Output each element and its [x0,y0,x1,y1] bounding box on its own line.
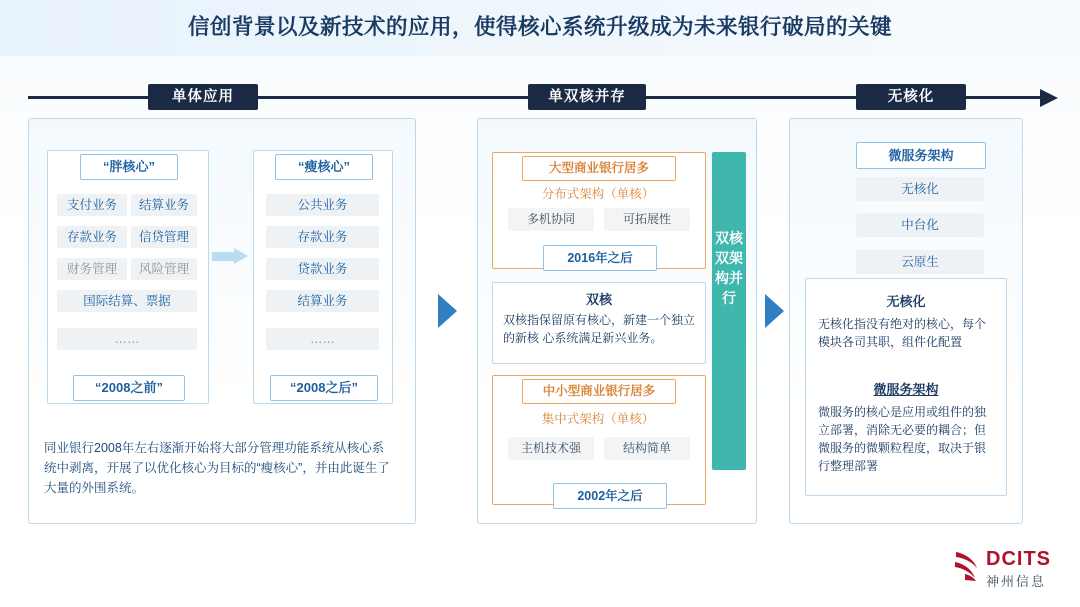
fat-core-item: 信贷管理 [131,226,197,248]
stage2-vertical-bar-label: 双核双架构并行 [715,230,743,306]
stage2-top-caption: 大型商业银行居多 [522,156,676,181]
stage2-top-subtitle: 分布式架构（单核） [541,187,655,201]
company-logo [952,548,1062,592]
thin-core-item: 公共业务 [266,194,379,216]
thin-core-caption: “瘦核心” [275,154,373,180]
fat-core-item: 风险管理 [131,258,197,280]
stage3-box-body-1: 无核化指没有绝对的核心，每个模块各司其职，组件化配置 [818,317,987,349]
chevron-icon-1 [438,294,457,328]
stage2-mid-body: 双核指保留原有核心，新建一个独立的新核 心系统满足新兴业务。 [503,313,696,345]
transition-arrow-icon [212,248,248,264]
stage1-note: 同业银行2008年左右逐渐开始将大部分管理功能系统从核心系统中剥离，开展了以优化核心为目标的“瘦核心”，并由此诞生了大量的外围系统。 [44,441,390,495]
stage3-box-title-1: 无核化 [886,294,926,309]
stage2-top-pill: 可拓展性 [604,208,690,231]
stage3-pill: 无核化 [856,177,984,201]
stage2-bottom-year: 2002年之后 [553,483,667,509]
fat-core-item: 支付业务 [57,194,127,216]
stage3-caption: 微服务架构 [856,142,986,169]
stage2-mid-box [492,282,706,364]
thin-core-item: 结算业务 [266,290,379,312]
fat-core-caption: “胖核心” [80,154,178,180]
fat-core-item: 国际结算、票据 [57,290,197,312]
logo-brand: DCITS [986,548,1051,570]
fat-core-item: 财务管理 [57,258,127,280]
stage2-vertical-bar [712,152,746,470]
timeline-arrow-head [1040,89,1058,107]
fat-core-item: 结算业务 [131,194,197,216]
stage-label-3: 无核化 [856,84,966,110]
fat-core-item: 存款业务 [57,226,127,248]
fat-core-footer: “2008之前” [73,375,185,401]
stage3-box-body-2: 微服务的核心是应用或组件的独立部署，消除无必要的耦合；但微服务的微颗粒程度，取决于银行整理部署 [818,405,987,473]
stage3-pill: 云原生 [856,250,984,274]
logo-brand-cn: 神州信息 [986,574,1047,589]
stage2-bottom-pill: 主机技术强 [508,437,594,460]
chevron-icon-2 [765,294,784,328]
thin-core-item: 存款业务 [266,226,379,248]
stage3-box-title-2: 微服务架构 [873,382,939,397]
stage-label-1: 单体应用 [148,84,258,110]
dcits-mark-icon [952,550,982,582]
stage3-pill: 中台化 [856,213,984,237]
stage2-bottom-caption: 中小型商业银行居多 [522,379,676,404]
page-title: 信创背景以及新技术的应用，使得核心系统升级成为未来银行破局的关键 [187,15,892,39]
stage3-detail-box [805,278,1007,496]
stage2-top-pill: 多机协同 [508,208,594,231]
thin-core-item: 贷款业务 [266,258,379,280]
stage2-bottom-subtitle: 集中式架构（单核） [541,412,655,426]
stage2-top-year: 2016年之后 [543,245,657,271]
stage2-bottom-pill: 结构简单 [604,437,690,460]
fat-core-item: …… [57,328,197,350]
stage2-mid-title: 双核 [585,292,612,307]
stage-label-2: 单双核并存 [528,84,646,110]
thin-core-item: …… [266,328,379,350]
thin-core-footer: “2008之后” [270,375,378,401]
